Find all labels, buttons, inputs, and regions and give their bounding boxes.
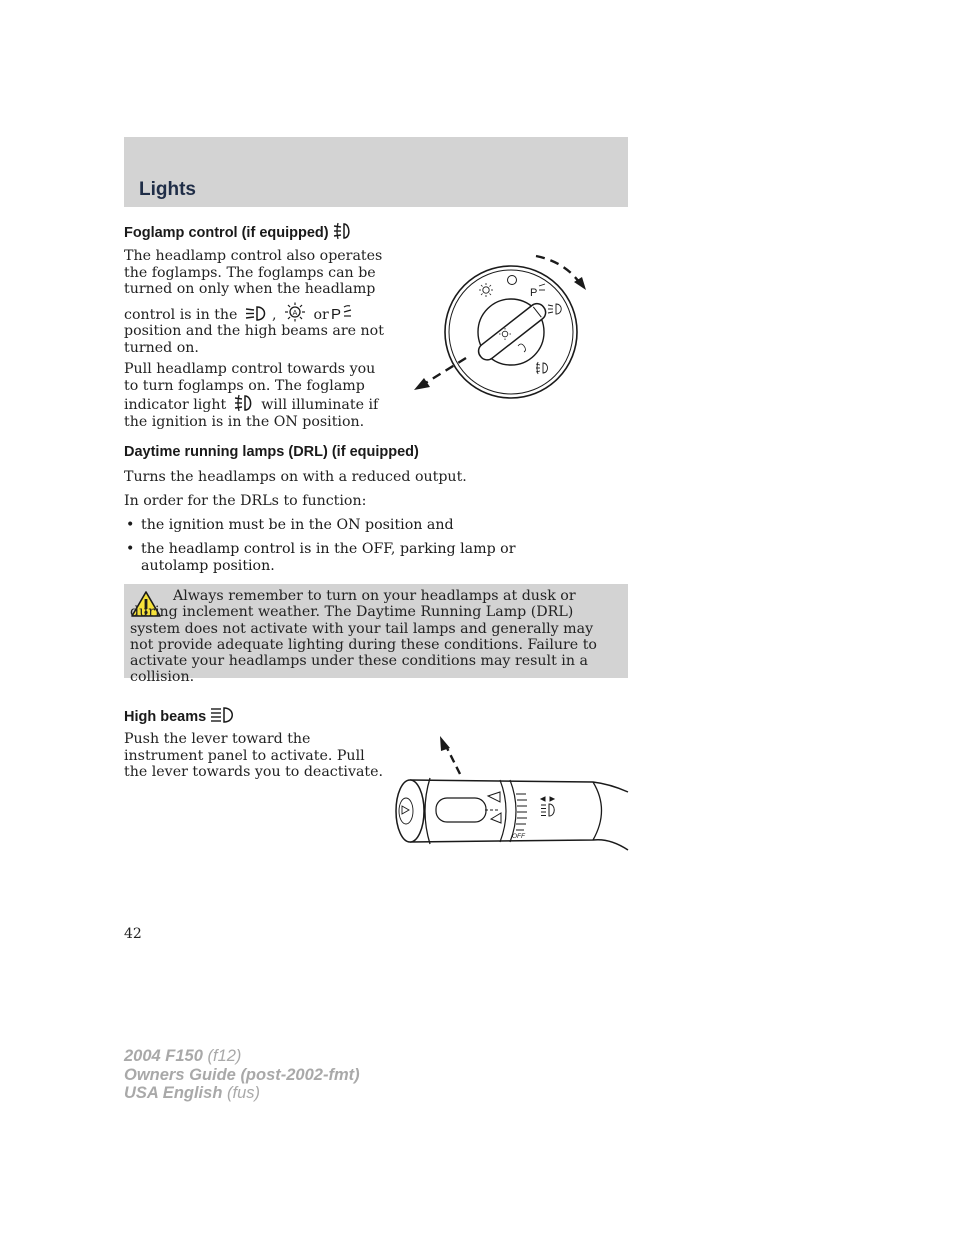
section-header [124, 137, 628, 207]
foglamp-paragraph-1: The headlamp control also operates the foglamps. The foglamps can be turned on only when the headlamp control is in the , A or P position and the high beams are not turned on. [124, 248, 384, 356]
stalk-off-label: OFF [512, 833, 525, 840]
autolamp-icon [283, 302, 307, 322]
parking-lamp-icon [331, 304, 353, 322]
list-item: • the headlamp control is in the OFF, parking lamp or autolamp position. [126, 541, 516, 574]
drl-heading: Daytime running lamps (DRL) (if equipped) [124, 444, 419, 460]
foglamp-heading: Foglamp control (if equipped) [124, 222, 353, 241]
headlamp-dial [406, 248, 596, 408]
warning-text: Always remember to turn on your headlamps at dusk or during inclement weather. The Daytime Running Lamp (DRL) system does not activate with your tail lamps and generally may not provide adequate lighting during these conditions. Failure to activate your headlamps under these conditions may result in a collision. [130, 588, 597, 686]
highbeams-paragraph: Push the lever toward the instrument panel to activate. Pull the lever towards you to deactivate. [124, 731, 384, 780]
dial-parking-label: P [530, 287, 538, 299]
foglamp-icon [333, 222, 353, 240]
list-item: • the ignition must be in the ON position and [126, 517, 454, 533]
svg-text:P: P [330, 305, 341, 322]
foglamp-indicator-line: indicator light will illuminate if [124, 394, 378, 414]
warning-box [124, 584, 628, 686]
document-footer: 2004 F150 (f12) Owners Guide (post-2002-fmt) USA English (fus) [124, 1047, 360, 1102]
foglamp-paragraph-2: Pull headlamp control towards you to turn foglamps on. The foglamp indicator light will illuminate if the ignition is in the ON position. [124, 361, 379, 430]
foglamp-positions-line: control is in the , A or P [124, 302, 384, 324]
page-number: 42 [124, 926, 142, 942]
drl-paragraph-2: In order for the DRLs to function: [124, 493, 367, 509]
high-beam-icon [210, 706, 238, 724]
stalk-highbeam-icon [541, 797, 554, 816]
section-title: Lights [139, 179, 196, 200]
drl-paragraph-1: Turns the headlamps on with a reduced output. [124, 469, 467, 485]
speed-marks [516, 794, 527, 830]
svg-text:A: A [292, 309, 298, 317]
multifunction-stalk [388, 730, 632, 854]
wiper-symbols [485, 792, 501, 823]
foglamp-indicator-icon [233, 394, 255, 412]
low-beam-icon [244, 305, 270, 322]
highbeams-heading: High beams [124, 706, 238, 725]
